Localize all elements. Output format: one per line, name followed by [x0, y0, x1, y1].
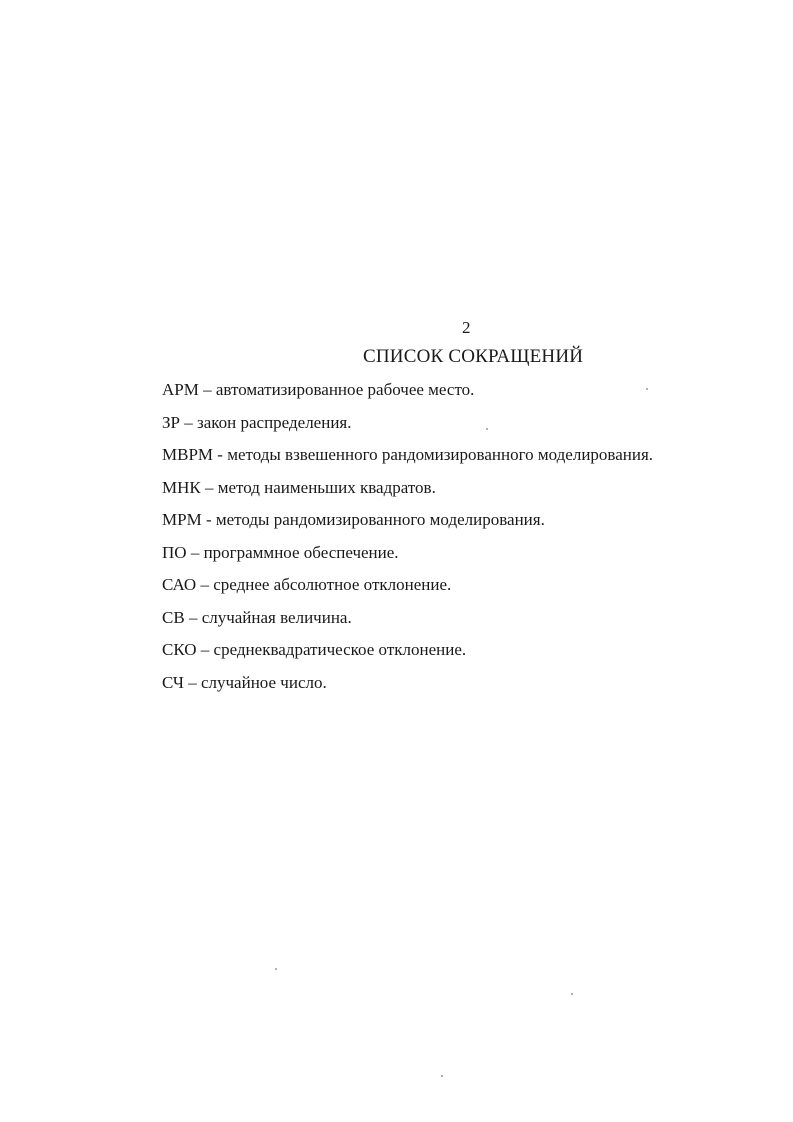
abbreviation-separator: –: [200, 477, 218, 497]
abbreviation-definition: метод наименьших квадратов.: [217, 477, 436, 497]
scan-speck: [441, 1075, 443, 1077]
abbreviation-term: АРМ: [162, 380, 199, 399]
abbreviation-term: МВРМ: [162, 445, 214, 464]
list-item: [162, 574, 653, 607]
list-item: [162, 444, 653, 477]
abbreviation-list: [162, 379, 653, 704]
list-item: [162, 509, 653, 542]
abbreviation-definition: случайное число.: [200, 672, 327, 692]
scan-speck: [275, 968, 277, 970]
abbreviation-separator: –: [183, 672, 201, 692]
scan-speck: [486, 428, 488, 430]
scan-speck: [646, 388, 648, 390]
abbreviation-separator: –: [196, 640, 214, 659]
abbreviation-separator: –: [198, 380, 216, 399]
abbreviation-term: СВ: [162, 607, 185, 627]
abbreviation-separator: -: [201, 510, 216, 529]
abbreviation-term: СКО: [162, 640, 197, 659]
abbreviation-term: МРМ: [162, 510, 202, 529]
list-item: [162, 379, 653, 412]
page-title: СПИСОК СОКРАЩЕНИЙ: [363, 346, 584, 367]
scan-speck: [571, 993, 573, 995]
abbreviation-term: СЧ: [162, 672, 184, 692]
list-item: [162, 607, 653, 640]
abbreviation-separator: -: [213, 445, 228, 464]
list-item: [162, 412, 653, 445]
abbreviation-term: ПО: [162, 542, 187, 562]
abbreviation-definition: закон распределения.: [196, 412, 352, 432]
abbreviation-separator: –: [179, 412, 197, 432]
page-number: 2: [462, 318, 471, 337]
abbreviation-separator: –: [186, 542, 204, 562]
abbreviation-term: САО: [162, 575, 197, 594]
list-item: [162, 542, 653, 575]
abbreviation-definition: методы взвешенного рандомизированного моделирования.: [227, 445, 654, 464]
abbreviation-term: ЗР: [162, 412, 180, 432]
abbreviation-separator: –: [184, 607, 202, 627]
list-item: [162, 477, 653, 510]
abbreviation-definition: среднее абсолютное отклонение.: [213, 575, 452, 594]
abbreviation-definition: методы рандомизированного моделирования.: [215, 510, 545, 529]
abbreviation-definition: автоматизированное рабочее место.: [215, 380, 475, 399]
abbreviation-definition: случайная величина.: [201, 607, 352, 627]
abbreviation-separator: –: [196, 575, 214, 594]
list-item: [162, 672, 653, 705]
abbreviation-definition: среднеквадратическое отклонение.: [213, 640, 467, 659]
abbreviation-term: МНК: [162, 477, 201, 497]
list-item: [162, 639, 653, 672]
abbreviation-definition: программное обеспечение.: [203, 542, 399, 562]
